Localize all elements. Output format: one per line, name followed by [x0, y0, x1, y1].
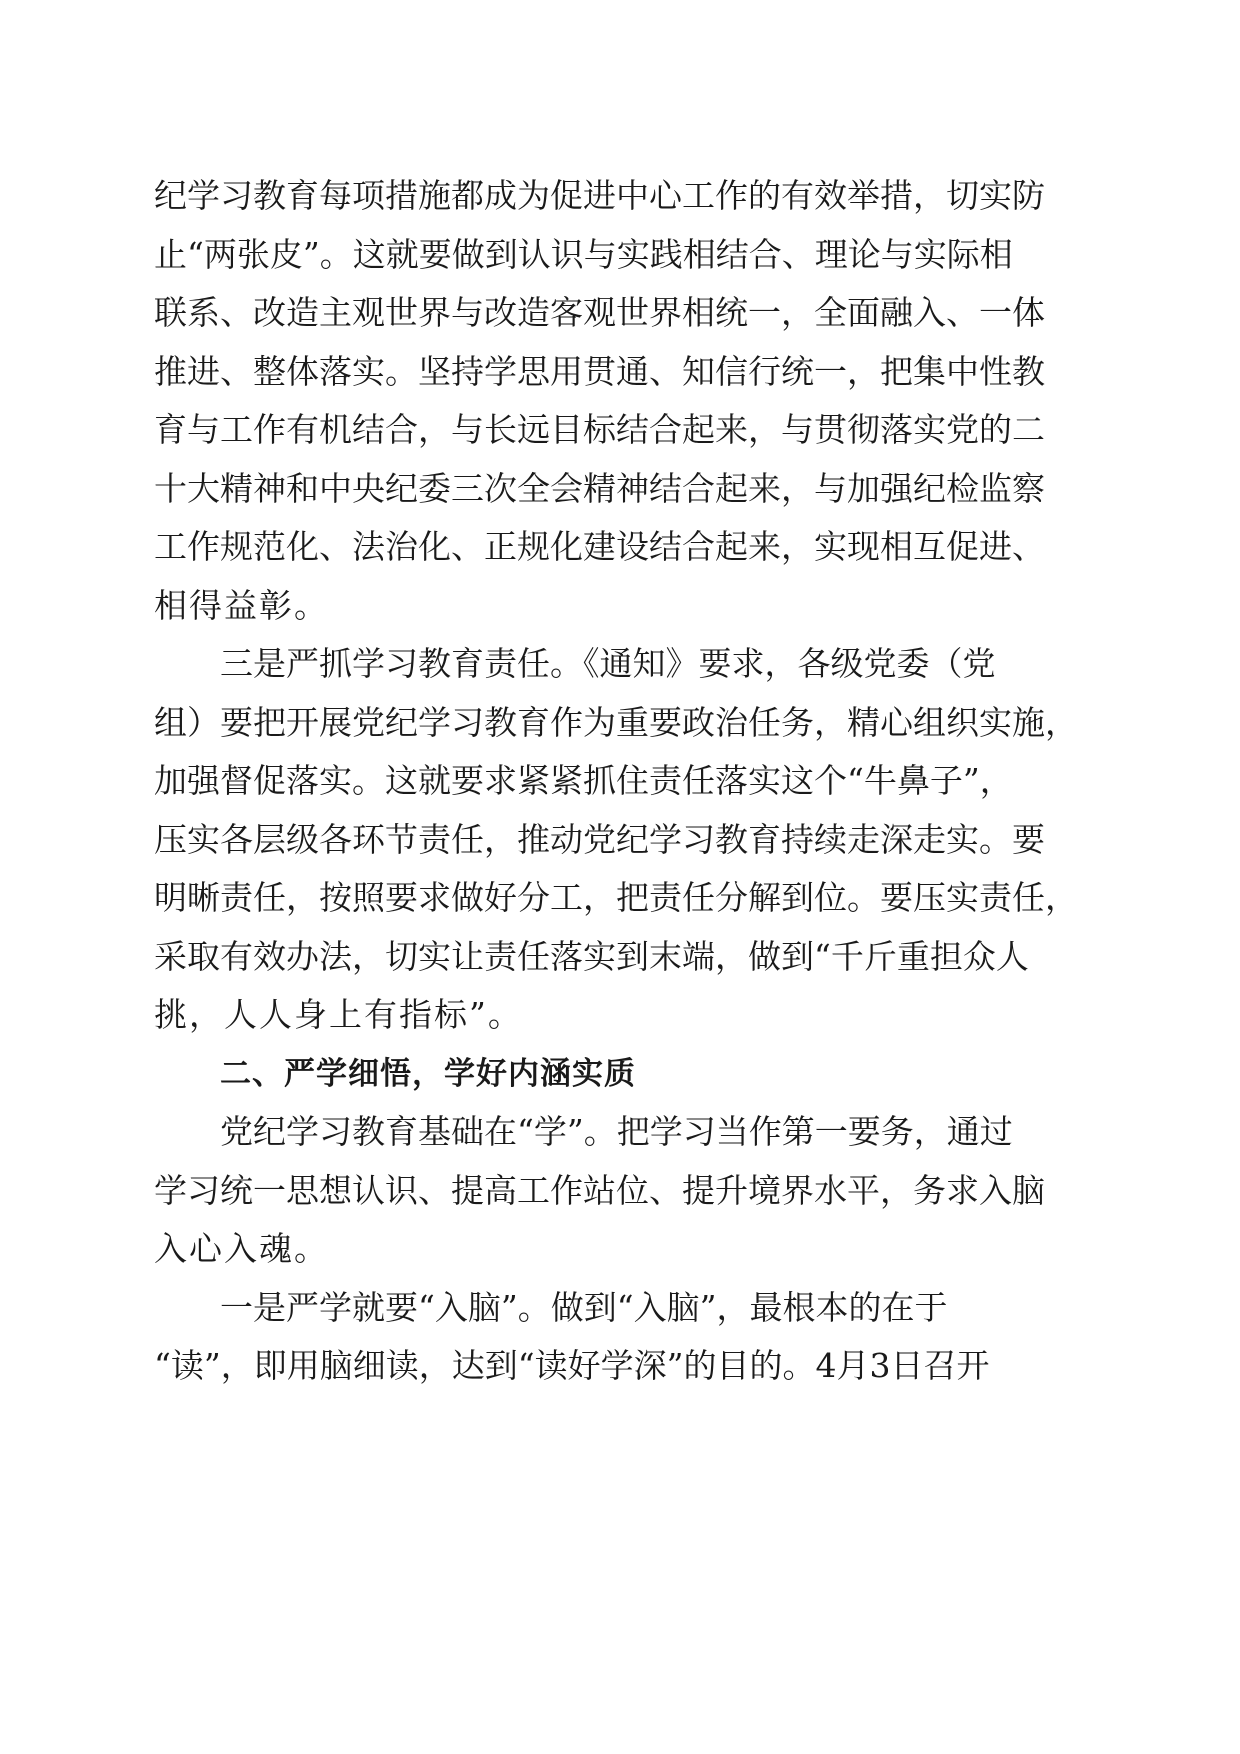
text-line: 育与工作有机结合，与长远目标结合起来，与贯彻落实党的二 — [154, 410, 1045, 449]
text-line: 三是严抓学习教育责任。《通知》要求，各级党委（党 — [220, 644, 996, 683]
text-line: 入心入魂。 — [154, 1229, 329, 1268]
text-line: 十大精神和中央纪委三次全会精神结合起来，与加强纪检监察 — [154, 468, 1045, 508]
text-line: 推进、整体落实。坚持学思用贯通、知信行统一，把集中性教 — [154, 351, 1045, 391]
text-line: 明晰责任，按照要求做好分工，把责任分解到位。要压实责任， — [154, 878, 1078, 917]
section-heading: 二、严学细悟，学好内涵实质 — [220, 1055, 636, 1092]
text-line: 一是严学就要“入脑”。做到“入脑”，最根本的在于 — [220, 1287, 948, 1327]
text-line: 组）要把开展党纪学习教育作为重要政治任务，精心组织实施， — [154, 702, 1078, 742]
text-line: 联系、改造主观世界与改造客观世界相统一，全面融入、一体 — [154, 293, 1045, 332]
text-line: 学习统一思想认识、提高工作站位、提升境界水平，务求入脑 — [154, 1170, 1045, 1210]
text-line: 加强督促落实。这就要求紧紧抓住责任落实这个“牛鼻子”， — [154, 761, 1013, 800]
text-line: “读”，即用脑细读，达到“读好学深”的目的。4月3日召开 — [154, 1346, 990, 1385]
text-line: 纪学习教育每项措施都成为促进中心工作的有效举措，切实防 — [154, 176, 1045, 215]
text-line: 党纪学习教育基础在“学”。把学习当作第一要务，通过 — [220, 1112, 1013, 1151]
text-line: 止“两张皮”。这就要做到认识与实践相结合、理论与实际相 — [154, 234, 1013, 274]
text-line: 采取有效办法，切实让责任落实到末端，做到“千斤重担众人 — [154, 936, 1029, 976]
text-line: 相得益彰。 — [154, 585, 329, 625]
text-line: 工作规范化、法治化、正规化建设结合起来，实现相互促进、 — [154, 527, 1045, 566]
text-line: 挑，人人身上有指标”。 — [154, 995, 523, 1034]
text-line: 压实各层级各环节责任，推动党纪学习教育持续走深走实。要 — [154, 819, 1045, 859]
